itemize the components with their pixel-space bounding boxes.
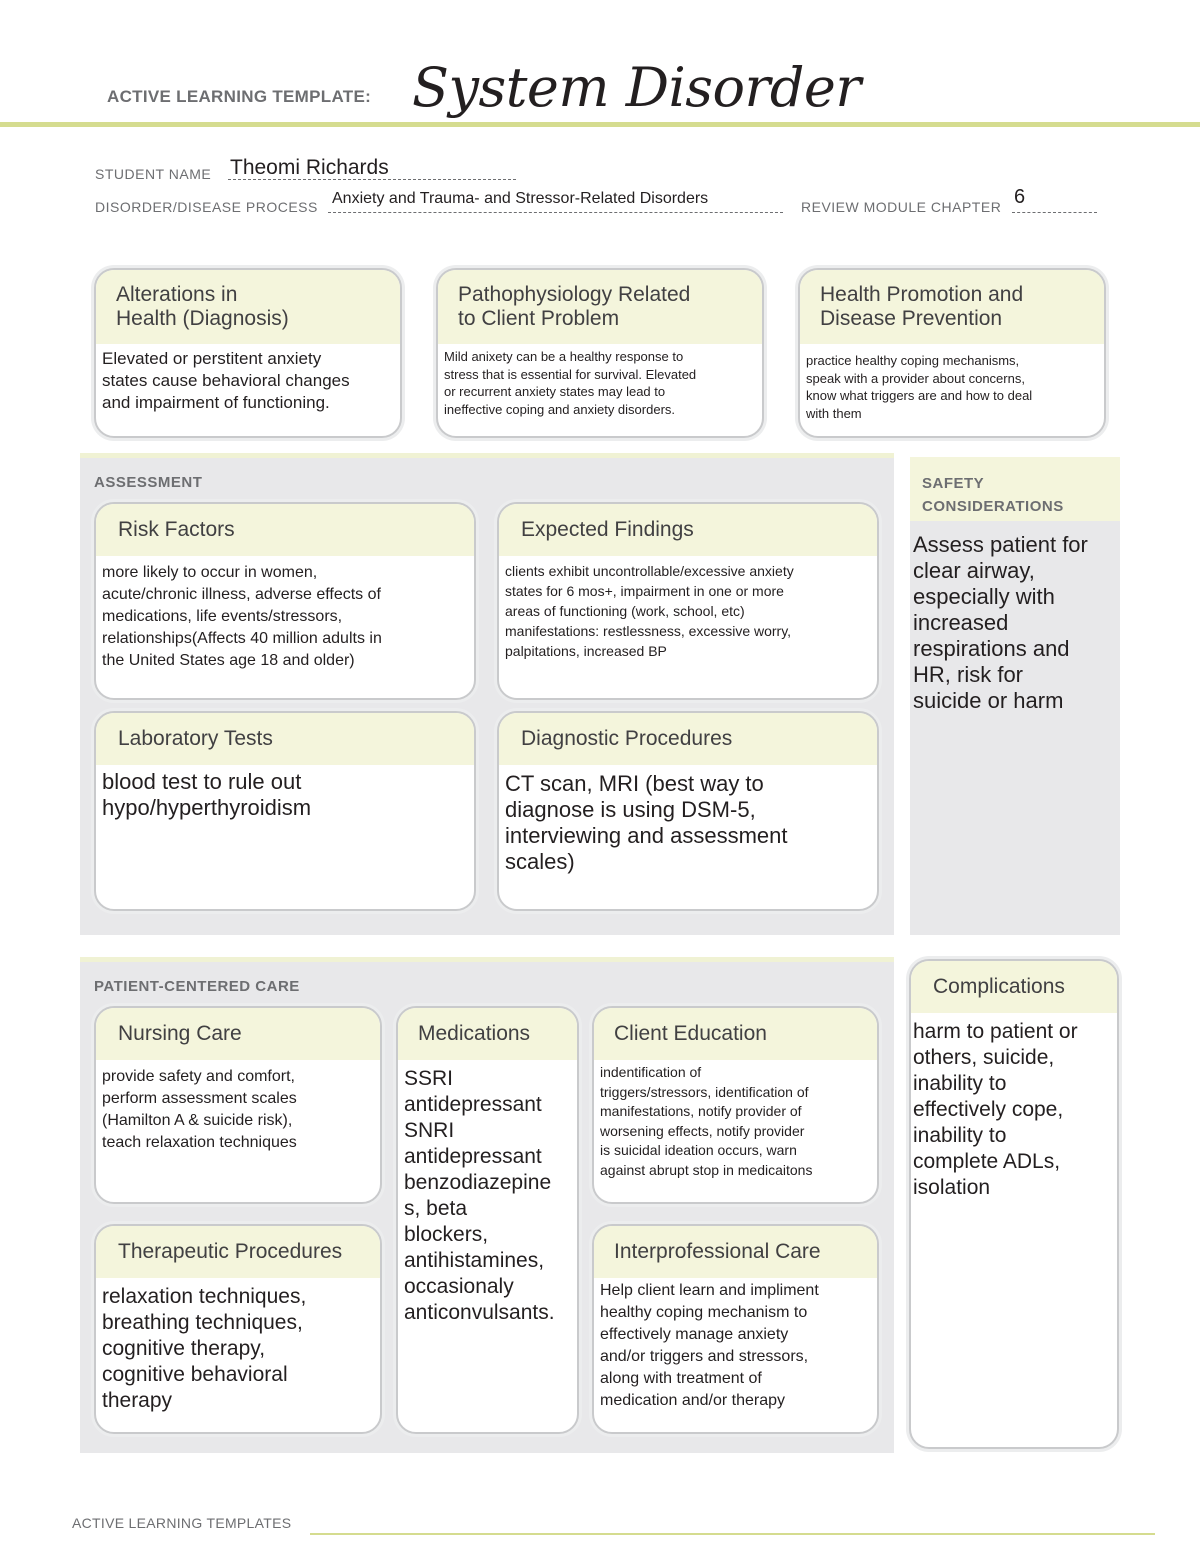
therapeutic-procedures-body[interactable]: relaxation techniques, breathing techniques, cognitive therapy, cognitive behavioral therapy: [102, 1285, 307, 1412]
client-education-title: Client Education: [594, 1008, 877, 1060]
pathophysiology-card: [436, 268, 764, 438]
pathophysiology-body[interactable]: Mild anixety can be a healthy response to stress that is essential for survival. Elevated or recurrent anxiety states may lead to ineffective coping and anxiety disorders.: [444, 349, 697, 417]
chapter-field[interactable]: 6: [1014, 186, 1026, 208]
page-title: System Disorder: [412, 56, 861, 119]
nursing-care-body[interactable]: provide safety and comfort, perform assessment scales (Hamilton A & suicide risk), teach relaxation techniques: [102, 1068, 297, 1151]
disorder-label: DISORDER/DISEASE PROCESS: [95, 199, 318, 215]
laboratory-tests-card: [94, 711, 476, 911]
client-education-card: [592, 1006, 879, 1204]
therapeutic-procedures-title: Therapeutic Procedures: [96, 1226, 380, 1278]
risk-factors-title: Risk Factors: [96, 504, 474, 556]
laboratory-tests-body[interactable]: blood test to rule out hypo/hyperthyroidism: [102, 769, 312, 820]
complications-card: [909, 959, 1119, 1449]
chapter-label: REVIEW MODULE CHAPTER: [801, 199, 1002, 215]
expected-findings-body[interactable]: clients exhibit uncontrollable/excessive anxiety states for 6 mos+, impairment in one or more areas of functioning (work, school, etc) manifestations: restlessness, excessive worry, palpitations, increased BP: [505, 563, 794, 659]
header-rule: [0, 122, 1200, 127]
health-promotion-title: Health Promotion and Disease Prevention: [800, 270, 1104, 344]
expected-findings-title: Expected Findings: [499, 504, 877, 556]
student-name-label: STUDENT NAME: [95, 166, 212, 182]
expected-findings-card: [497, 502, 879, 700]
interprofessional-care-card: [592, 1224, 879, 1434]
diagnostic-procedures-card: [497, 711, 879, 911]
interprofessional-care-body[interactable]: Help client learn and impliment healthy coping mechanism to effectively manage anxiety and/or triggers and stressors, along with treatment of medication and/or therapy: [600, 1282, 819, 1409]
risk-factors-card: [94, 502, 476, 700]
interprofessional-care-title: Interprofessional Care: [594, 1226, 877, 1278]
complications-title: Complications: [911, 961, 1117, 1013]
footer-rule: [310, 1533, 1155, 1535]
template-label: ACTIVE LEARNING TEMPLATE:: [107, 87, 372, 106]
nursing-care-card: [94, 1006, 382, 1204]
therapeutic-procedures-card: [94, 1224, 382, 1434]
medications-card: [396, 1006, 579, 1434]
pathophysiology-title: Pathophysiology Related to Client Problem: [438, 270, 762, 344]
laboratory-tests-title: Laboratory Tests: [96, 713, 474, 765]
alterations-title: Alterations in Health (Diagnosis): [96, 270, 400, 344]
diagnostic-procedures-title: Diagnostic Procedures: [499, 713, 877, 765]
student-name-field[interactable]: Theomi Richards: [230, 156, 389, 179]
footer-label: ACTIVE LEARNING TEMPLATES: [72, 1515, 292, 1531]
chapter-line: [1012, 212, 1097, 213]
diagnostic-procedures-body[interactable]: CT scan, MRI (best way to diagnose is using DSM-5, interviewing and assessment scales): [505, 771, 788, 874]
alterations-card: [94, 268, 402, 438]
health-promotion-body[interactable]: practice healthy coping mechanisms, speak with a provider about concerns, know what triggers are and how to deal with them: [806, 353, 1033, 421]
safety-label: SAFETY CONSIDERATIONS: [922, 475, 1064, 515]
disorder-field[interactable]: Anxiety and Trauma- and Stressor-Related Disorders: [332, 190, 709, 207]
disorder-line: [328, 212, 783, 213]
patient-care-label: PATIENT-CENTERED CARE: [94, 978, 300, 995]
alterations-body[interactable]: Elevated or perstitent anxiety states cause behavioral changes and impairment of functioning.: [102, 349, 350, 412]
assessment-label: ASSESSMENT: [94, 474, 203, 491]
client-education-body[interactable]: indentification of triggers/stressors, identification of manifestations, notify provider of worsening effects, notify provider is suicidal ideation occurs, warn against abrupt stop in medicaitons: [600, 1064, 813, 1178]
health-promotion-card: [798, 268, 1106, 438]
nursing-care-title: Nursing Care: [96, 1008, 380, 1060]
safety-body[interactable]: Assess patient for clear airway, especially with increased respirations and HR, risk for suicide or harm: [913, 532, 1088, 713]
medications-title: Medications: [398, 1008, 577, 1060]
complications-body[interactable]: harm to patient or others, suicide, inability to effectively cope, inability to complete ADLs, isolation: [913, 1020, 1078, 1199]
risk-factors-body[interactable]: more likely to occur in women, acute/chronic illness, adverse effects of medications, life events/stressors, relationships(Affects 40 million adults in the United States age 18 and older): [102, 564, 382, 669]
medications-body[interactable]: SSRI antidepressant SNRI antidepressant benzodiazepine s, beta blockers, antihistamines, occasionaly anticonvulsants.: [404, 1067, 555, 1324]
